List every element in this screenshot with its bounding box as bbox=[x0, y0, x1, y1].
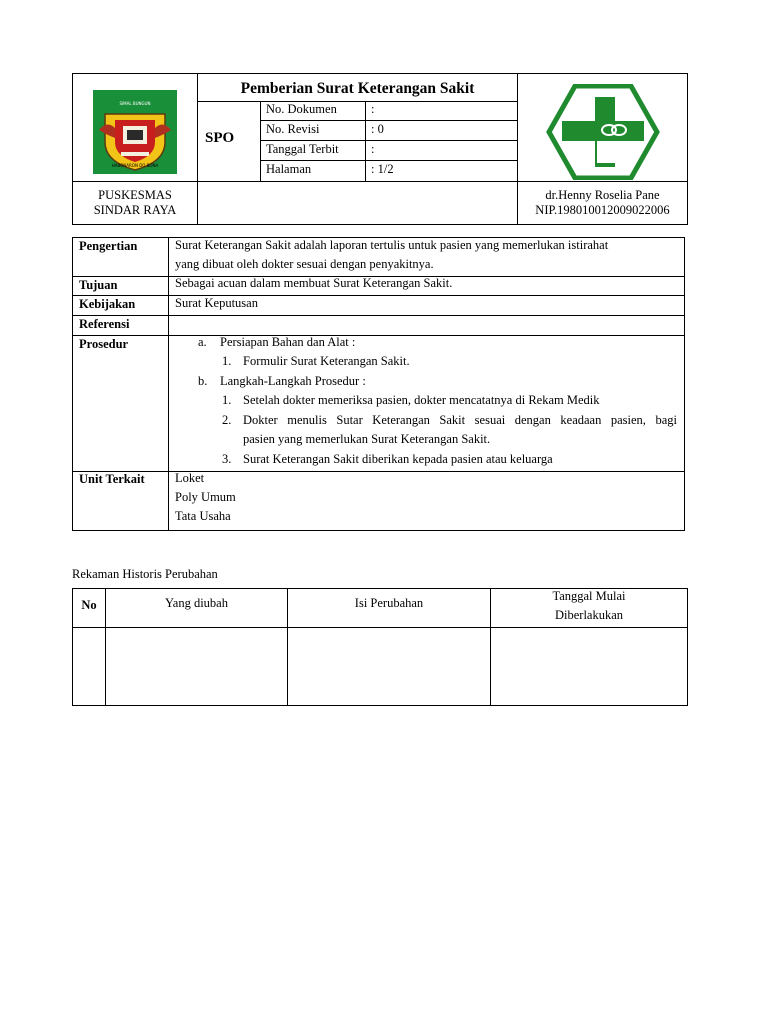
signer-name: dr.Henny Roselia Pane bbox=[545, 188, 660, 202]
prosedur-b-marker: b. bbox=[198, 374, 208, 388]
organization-line1: PUSKESMAS bbox=[98, 188, 172, 202]
unit-terkait-item: Tata Usaha bbox=[175, 509, 231, 523]
doc-field-label: No. Dokumen bbox=[266, 102, 337, 116]
prosedur-b1-marker: 1. bbox=[222, 393, 232, 407]
kebijakan-label: Kebijakan bbox=[79, 297, 136, 311]
logo-banner-text: SIMAL BUNGUN bbox=[119, 101, 151, 106]
kebijakan-text: Surat Keputusan bbox=[175, 296, 258, 310]
prosedur-a-marker: a. bbox=[198, 335, 207, 349]
puskesmas-logo bbox=[545, 84, 661, 180]
logo-ribbon-text: HABONARON DO BONA bbox=[111, 163, 159, 168]
doc-field-label: No. Revisi bbox=[266, 122, 320, 136]
signer-nip: NIP.198010012009022006 bbox=[535, 203, 670, 217]
doc-field-label: Halaman bbox=[266, 162, 312, 176]
procedure-table bbox=[72, 237, 685, 531]
pengertian-text-line1: Surat Keterangan Sakit adalah laporan tertulis untuk pasien yang memerlukan istirahat bbox=[175, 238, 609, 252]
prosedur-a-text: Persiapan Bahan dan Alat : bbox=[220, 335, 356, 349]
pengertian-text-line2: yang dibuat oleh dokter sesuai dengan penyakitnya. bbox=[175, 257, 434, 271]
history-col-content: Isi Perubahan bbox=[354, 596, 424, 610]
unit-terkait-item: Poly Umum bbox=[175, 490, 236, 504]
spo-label: SPO bbox=[205, 130, 235, 146]
prosedur-b1-text: Setelah dokter memeriksa pasien, dokter mencatatnya di Rekam Medik bbox=[243, 393, 600, 407]
history-col-changed: Yang diubah bbox=[165, 596, 228, 610]
tujuan-text: Sebagai acuan dalam membuat Surat Keterangan Sakit. bbox=[175, 276, 453, 290]
unit-terkait-item: Loket bbox=[175, 471, 205, 485]
pengertian-label: Pengertian bbox=[79, 239, 138, 253]
history-col-date-line2: Diberlakukan bbox=[554, 608, 624, 622]
doc-field-value: : bbox=[371, 142, 375, 156]
doc-field-value: : bbox=[371, 102, 375, 116]
tujuan-label: Tujuan bbox=[79, 278, 118, 292]
prosedur-label: Prosedur bbox=[79, 337, 129, 351]
prosedur-a1-marker: 1. bbox=[222, 354, 232, 368]
prosedur-b3-marker: 3. bbox=[222, 452, 232, 466]
document-header bbox=[72, 73, 688, 225]
document-title: Pemberian Surat Keterangan Sakit bbox=[240, 80, 475, 97]
organization-name bbox=[73, 188, 197, 218]
prosedur-b2-line2: pasien yang memerlukan Surat Keterangan Sakit. bbox=[243, 432, 491, 446]
doc-field-value: : 1/2 bbox=[371, 162, 394, 176]
organization-line2: SINDAR RAYA bbox=[93, 203, 177, 217]
prosedur-b2-marker: 2. bbox=[222, 413, 232, 427]
doc-field-value: : 0 bbox=[371, 122, 384, 136]
doc-field-label: Tanggal Terbit bbox=[266, 142, 339, 156]
referensi-label: Referensi bbox=[79, 317, 130, 331]
prosedur-b2-line1: Dokter menulis Sutar Keterangan Sakit sesuai dengan keadaan pasien, bagi bbox=[243, 413, 677, 427]
history-caption: Rekaman Historis Perubahan bbox=[72, 567, 218, 581]
signer-block bbox=[518, 188, 687, 218]
prosedur-a1-text: Formulir Surat Keterangan Sakit. bbox=[243, 354, 410, 368]
prosedur-b-text: Langkah-Langkah Prosedur : bbox=[220, 374, 366, 388]
unit-terkait-label: Unit Terkait bbox=[79, 472, 145, 486]
history-col-date-line1: Tanggal Mulai bbox=[552, 589, 626, 603]
history-col-date bbox=[491, 587, 687, 625]
regency-logo bbox=[93, 90, 177, 174]
history-table bbox=[72, 588, 688, 706]
history-col-no: No bbox=[81, 598, 97, 612]
prosedur-b3-text: Surat Keterangan Sakit diberikan kepada pasien atau keluarga bbox=[243, 452, 553, 466]
